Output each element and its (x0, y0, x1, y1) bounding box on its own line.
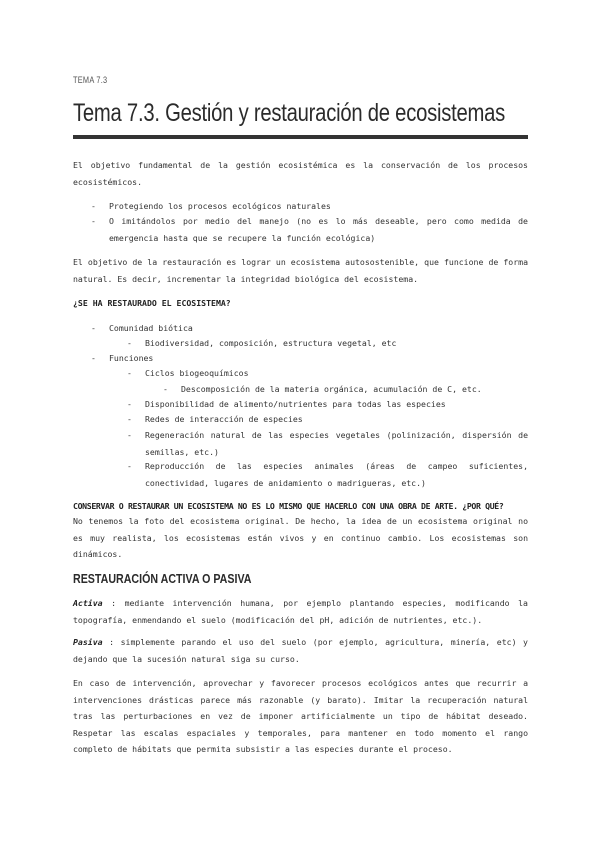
list-dash: - (91, 323, 96, 333)
list-item: Regeneración natural de las especies vegetales (polinización, dispersión de semillas, etc.) (145, 430, 528, 457)
list-dash: - (127, 399, 132, 409)
passive-paragraph (73, 634, 528, 667)
list-dash: - (127, 461, 132, 471)
list-item-community: Comunidad biótica (109, 323, 193, 333)
list-item: Reproducción de las especies animales (áreas de campeo suficientes, conectividad, lugares de anidamiento o madrigueras, etc.) (145, 461, 528, 488)
document-page (73, 0, 528, 848)
passive-term: Pasiva (73, 637, 103, 647)
section-heading: RESTAURACIÓN ACTIVA O PASIVA (73, 571, 252, 586)
active-paragraph (73, 595, 528, 628)
list-item: Ciclos biogeoquímicos (145, 368, 249, 378)
title-rule (73, 135, 528, 139)
active-text: : mediante intervención humana, por ejemplo plantando especies, modificando la topografía, enmendando el suelo (modificación del pH, adición de nutrientes, etc.). (73, 598, 528, 625)
list-item-functions: Funciones (109, 353, 154, 363)
section-kicker: TEMA 7.3 (73, 75, 108, 85)
passive-text: : simplemente parando el uso del suelo (por ejemplo, agricultura, minería, etc) y dejando que la sucesión natural siga su curso. (73, 637, 528, 664)
list-item: Descomposición de la materia orgánica, acumulación de C, etc. (181, 384, 482, 394)
art-answer: No tenemos la foto del ecosistema original. De hecho, la idea de un ecosistema original no es muy realista, los ecosistemas están vivos y en continuo cambio. Los ecosistemas son dinámicos. (73, 516, 528, 559)
active-term: Activa (73, 598, 103, 608)
list-dash: - (91, 201, 96, 211)
page-title: Tema 7.3. Gestión y restauración de ecosistemas (73, 99, 506, 127)
list-dash: - (163, 384, 168, 394)
list-dash: - (91, 353, 96, 363)
closing-paragraph: En caso de intervención, aprovechar y favorecer procesos ecológicos antes que recurrir a intervenciones drásticas parece más razonable (y barato). Imitar la recuperación natural tras las perturbaciones en vez de imponer artificialmente un tipo de hábitat deseado. Respetar las escalas espaciales y temporales, para mantener en todo momento el rango completo de hábitats que permita subsistir a las especies durante el proceso. (73, 678, 528, 754)
art-question: CONSERVAR O RESTAURAR UN ECOSISTEMA NO ES LO MISMO QUE HACERLO CON UNA OBRA DE ARTE. ¿POR QUÉ? (73, 501, 504, 511)
restoration-paragraph: El objetivo de la restauración es lograr un ecosistema autosostenible, que funcione de forma natural. Es decir, incrementar la integridad biológica del ecosistema. (73, 257, 528, 284)
list-item: O imitándolos por medio del manejo (no es lo más deseable, pero como medida de emergencia hasta que se recupere la función ecológica) (109, 216, 528, 243)
list-item: Biodiversidad, composición, estructura vegetal, etc (145, 338, 397, 348)
list-item: Protegiendo los procesos ecológicos naturales (109, 201, 331, 211)
intro-paragraph: El objetivo fundamental de la gestión ecosistémica es la conservación de los procesos ecosistémicos. (73, 160, 528, 187)
list-dash: - (91, 216, 96, 226)
list-dash: - (127, 368, 132, 378)
list-dash: - (127, 338, 132, 348)
restored-question: ¿SE HA RESTAURADO EL ECOSISTEMA? (73, 298, 231, 308)
list-dash: - (127, 414, 132, 424)
list-item: Disponibilidad de alimento/nutrientes para todas las especies (145, 399, 446, 409)
list-dash: - (127, 430, 132, 440)
list-item: Redes de interacción de especies (145, 414, 303, 424)
